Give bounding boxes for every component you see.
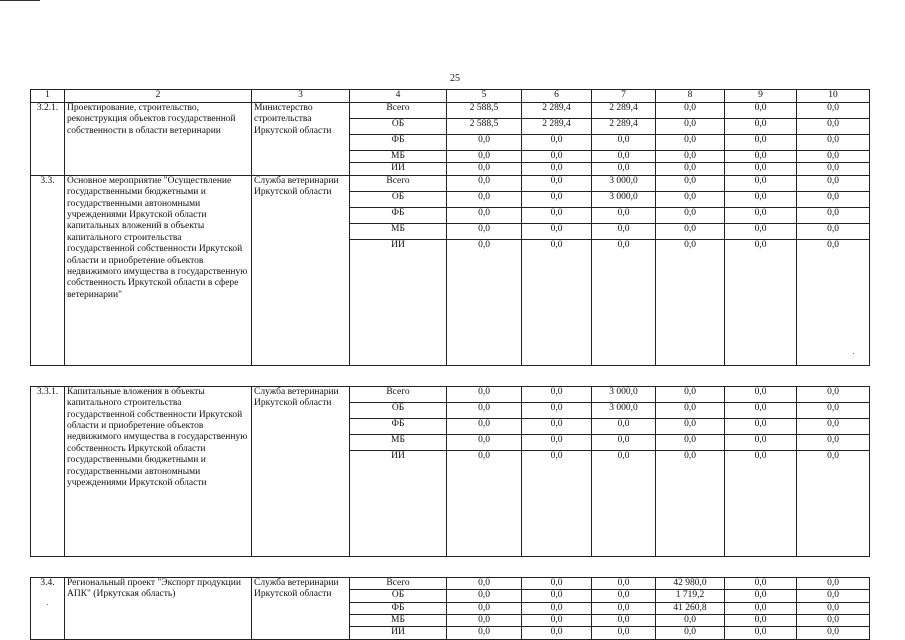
funding-source: МБ: [350, 434, 447, 450]
funding-value: 0,0: [656, 614, 725, 626]
funding-value: 0,0: [725, 590, 797, 602]
funding-source: ОБ: [350, 402, 447, 418]
funding-value: 0,0: [447, 175, 522, 191]
header-cell: 10: [797, 90, 870, 103]
funding-value: 2 588,5: [447, 103, 522, 119]
funding-value: 0,0: [447, 450, 522, 556]
funding-value: 0,0: [592, 450, 656, 556]
funding-value: 0,0: [797, 418, 870, 434]
funding-value: 0,0: [447, 402, 522, 418]
funding-value: 0,0: [797, 614, 870, 626]
funding-source: Всего: [350, 103, 447, 119]
funding-value: 0,0: [656, 175, 725, 191]
funding-value: 0,0: [725, 223, 797, 239]
funding-source: ОБ: [350, 119, 447, 135]
funding-value: 0,0: [522, 614, 592, 626]
funding-value: 0,0: [725, 614, 797, 626]
funding-value: 0,0: [592, 151, 656, 163]
item-code: 3.3.1.: [31, 386, 65, 556]
funding-value: 0,0: [447, 191, 522, 207]
funding-value: 0,0: [592, 239, 656, 365]
funding-value: 0,0: [656, 207, 725, 223]
funding-value: 0,0: [592, 627, 656, 639]
funding-value: 0,0: [447, 590, 522, 602]
executor: Служба ветеринарии Иркутской области: [252, 577, 350, 639]
funding-value: 0,0: [656, 103, 725, 119]
header-cell: 2: [65, 90, 252, 103]
funding-value: 42 980,0: [656, 577, 725, 589]
funding-value: 0,0: [522, 239, 592, 365]
funding-value: 0,0: [656, 434, 725, 450]
funding-value: 0,0: [592, 602, 656, 614]
funding-source: МБ: [350, 151, 447, 163]
funding-value: 0,0: [725, 163, 797, 175]
funding-source: ОБ: [350, 191, 447, 207]
header-cell: 8: [656, 90, 725, 103]
funding-value: 0,0: [447, 239, 522, 365]
funding-table: [30, 89, 870, 640]
table-row: [31, 386, 870, 402]
funding-value: 0,0: [522, 434, 592, 450]
funding-source: ИИ: [350, 163, 447, 175]
header-cell: 7: [592, 90, 656, 103]
funding-value: 0,0: [447, 207, 522, 223]
block-separator: [31, 365, 870, 386]
funding-value: 0,0: [592, 207, 656, 223]
funding-value: 0,0: [522, 590, 592, 602]
funding-value: 0,0: [592, 418, 656, 434]
funding-value: 0,0: [725, 151, 797, 163]
funding-value: 0,0: [522, 602, 592, 614]
funding-source: ОБ: [350, 590, 447, 602]
funding-value: 0,0: [725, 602, 797, 614]
funding-value: 0,0: [656, 191, 725, 207]
funding-source: ФБ: [350, 135, 447, 151]
funding-value: 0,0: [725, 175, 797, 191]
funding-value: 0,0: [797, 239, 870, 365]
funding-value: 0,0: [522, 418, 592, 434]
funding-value: 3 000,0: [592, 191, 656, 207]
funding-value: 0,0: [447, 614, 522, 626]
funding-value: 2 289,4: [522, 103, 592, 119]
funding-value: 41 260,8: [656, 602, 725, 614]
funding-value: 0,0: [656, 151, 725, 163]
funding-value: 0,0: [797, 175, 870, 191]
scan-speck: [47, 604, 48, 605]
funding-value: 0,0: [447, 627, 522, 639]
scan-corner-line: [0, 0, 40, 1]
funding-value: 0,0: [447, 223, 522, 239]
funding-value: 0,0: [725, 191, 797, 207]
funding-source: Всего: [350, 175, 447, 191]
funding-value: 0,0: [592, 163, 656, 175]
funding-value: 0,0: [522, 175, 592, 191]
funding-value: 0,0: [592, 135, 656, 151]
header-cell: 9: [725, 90, 797, 103]
funding-value: 0,0: [656, 402, 725, 418]
funding-value: 0,0: [447, 418, 522, 434]
header-cell: 5: [447, 90, 522, 103]
funding-value: 0,0: [797, 207, 870, 223]
funding-value: 0,0: [522, 207, 592, 223]
funding-value: 0,0: [656, 627, 725, 639]
funding-value: 0,0: [656, 135, 725, 151]
funding-value: 0,0: [592, 577, 656, 589]
funding-value: 2 289,4: [592, 103, 656, 119]
funding-value: 0,0: [522, 191, 592, 207]
executor: Служба ветеринарии Иркутской области: [252, 386, 350, 556]
funding-value: 0,0: [522, 577, 592, 589]
funding-value: 0,0: [592, 614, 656, 626]
funding-value: 0,0: [797, 119, 870, 135]
funding-value: 0,0: [447, 434, 522, 450]
header-cell: 1: [31, 90, 65, 103]
funding-value: 0,0: [447, 135, 522, 151]
item-name: Региональный проект "Экспорт продукции АПК" (Иркутская область): [65, 577, 252, 639]
funding-value: 0,0: [656, 119, 725, 135]
funding-value: 0,0: [592, 223, 656, 239]
funding-value: 0,0: [447, 386, 522, 402]
funding-value: 0,0: [447, 577, 522, 589]
funding-value: 0,0: [522, 135, 592, 151]
executor: Служба ветеринарии Иркутской области: [252, 175, 350, 365]
block-separator: [31, 556, 870, 577]
executor: Министерство строительства Иркутской области: [252, 103, 350, 176]
page-number: 25: [450, 73, 460, 84]
funding-value: 0,0: [797, 590, 870, 602]
funding-value: 2 588,5: [447, 119, 522, 135]
header-cell: 6: [522, 90, 592, 103]
funding-value: 0,0: [797, 402, 870, 418]
funding-value: 0,0: [522, 151, 592, 163]
item-code: 3.2.1.: [31, 103, 65, 176]
funding-value: 3 000,0: [592, 402, 656, 418]
table-row: [31, 577, 870, 589]
funding-source: МБ: [350, 614, 447, 626]
funding-source: ИИ: [350, 450, 447, 556]
funding-value: 0,0: [797, 103, 870, 119]
funding-value: 2 289,4: [592, 119, 656, 135]
item-name: Капитальные вложения в объекты капитального строительства государственной собственности Иркутской области и приобретение объектов недвижимого имущества в государственную собственность Иркутской области государственными бюджетными и государственными автономными учреждениями Иркутской области: [65, 386, 252, 556]
funding-value: 0,0: [592, 434, 656, 450]
funding-value: 0,0: [522, 627, 592, 639]
scan-speck: [853, 353, 854, 354]
funding-value: 0,0: [447, 602, 522, 614]
funding-value: 0,0: [725, 450, 797, 556]
funding-value: 0,0: [725, 119, 797, 135]
funding-value: 0,0: [592, 590, 656, 602]
funding-source: ИИ: [350, 627, 447, 639]
funding-value: 0,0: [447, 163, 522, 175]
funding-value: 0,0: [797, 151, 870, 163]
funding-value: 0,0: [725, 207, 797, 223]
funding-value: 0,0: [725, 103, 797, 119]
funding-source: ИИ: [350, 239, 447, 365]
funding-value: 0,0: [797, 602, 870, 614]
table-row: [31, 103, 870, 119]
funding-source: ФБ: [350, 418, 447, 434]
funding-value: 0,0: [522, 163, 592, 175]
item-name: Основное мероприятие "Осуществление государственными бюджетными и государственными автономными учреждениями Иркутской области капитальных вложений в объекты капитального строительства государственной собственности Иркутской области и приобретение объектов недвижимого имущества в государственную собственность Иркутской области в сфере ветеринарии": [65, 175, 252, 365]
funding-value: 0,0: [725, 386, 797, 402]
funding-value: 0,0: [797, 627, 870, 639]
funding-value: 3 000,0: [592, 386, 656, 402]
funding-source: Всего: [350, 386, 447, 402]
funding-value: 0,0: [447, 151, 522, 163]
funding-value: 0,0: [656, 386, 725, 402]
funding-value: 0,0: [725, 239, 797, 365]
funding-value: 0,0: [797, 191, 870, 207]
funding-value: 0,0: [797, 386, 870, 402]
funding-value: 0,0: [656, 163, 725, 175]
funding-value: 0,0: [522, 402, 592, 418]
header-cell: 4: [350, 90, 447, 103]
funding-value: 0,0: [797, 223, 870, 239]
funding-value: 0,0: [656, 450, 725, 556]
item-code: 3.4.: [31, 577, 65, 639]
funding-value: 0,0: [656, 223, 725, 239]
header-cell: 3: [252, 90, 350, 103]
funding-value: 0,0: [725, 434, 797, 450]
funding-value: 0,0: [522, 386, 592, 402]
funding-value: 0,0: [725, 418, 797, 434]
table-row: [31, 175, 870, 191]
funding-value: 0,0: [522, 450, 592, 556]
funding-value: 0,0: [797, 450, 870, 556]
funding-value: 0,0: [725, 135, 797, 151]
funding-value: 0,0: [797, 135, 870, 151]
funding-source: ФБ: [350, 207, 447, 223]
funding-value: 0,0: [797, 163, 870, 175]
funding-value: 1 719,2: [656, 590, 725, 602]
item-name: Проектирование, строительство, реконструкция объектов государственной собственности в области ветеринарии: [65, 103, 252, 176]
funding-value: 0,0: [522, 223, 592, 239]
funding-value: 3 000,0: [592, 175, 656, 191]
funding-value: 0,0: [797, 434, 870, 450]
funding-value: 0,0: [656, 418, 725, 434]
header-row: [31, 90, 870, 103]
funding-value: 0,0: [797, 577, 870, 589]
funding-value: 2 289,4: [522, 119, 592, 135]
funding-value: 0,0: [656, 239, 725, 365]
funding-value: 0,0: [725, 577, 797, 589]
funding-value: 0,0: [725, 402, 797, 418]
funding-source: ФБ: [350, 602, 447, 614]
funding-value: 0,0: [725, 627, 797, 639]
funding-source: Всего: [350, 577, 447, 589]
item-code: 3.3.: [31, 175, 65, 365]
funding-source: МБ: [350, 223, 447, 239]
